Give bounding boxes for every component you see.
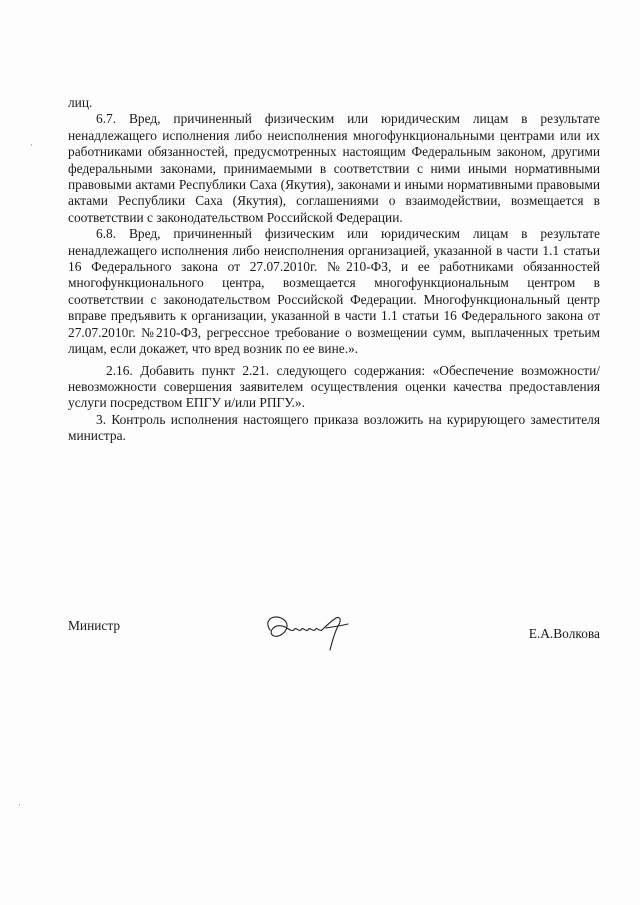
signatory-title: Министр xyxy=(68,618,121,633)
signature-block xyxy=(68,608,600,658)
paragraph-3: 3. Контроль исполнения настоящего приказа возложить на курирующего заместителя министра. xyxy=(68,411,600,444)
document-body xyxy=(68,95,600,445)
paragraph-2-16: 2.16. Добавить пункт 2.21. следующего содержания: «Обеспечение возможности/невозможности совершения заявителем осуществления оценки качества предоставления услуги посредством ЕПГУ и/или РПГУ.». xyxy=(68,362,600,411)
scan-mark: · xyxy=(30,140,33,150)
paragraph-6-7: 6.7. Вред, причиненный физическим или юридическим лицам в результате ненадлежащего исполнения либо неисполнения многофункциональными центрами или их работниками обязанностей, предусмотренных настоящим Федеральным законом, другими федеральными законами, принимаемыми в соответствии с ними иными нормативными правовыми актами Республики Саха (Якутия), законами и иными нормативными правовыми актами Республики Саха (Якутия), соглашениями о взаимодействии, возмещается в соответствии с законодательством Российской Федерации. xyxy=(68,111,600,225)
signatory-name: Е.А.Волкова xyxy=(528,626,600,641)
paragraph-continuation: лиц. xyxy=(68,95,93,110)
scan-mark: · xyxy=(18,800,21,810)
handwritten-signature xyxy=(256,608,356,652)
paragraph-6-8: 6.8. Вред, причиненный физическим или юридическим лицам в результате ненадлежащего исполнения либо неисполнения организацией, указанной в части 1.1 статьи 16 Федерального закона от 27.07.2010г. №210-ФЗ, и ее работниками обязанностей многофункционального центра, возмещается многофункциональным центром в соответствии с законодательством Российской Федерации. Многофункциональный центр вправе предъявить к организации, указанной в части 1.1 статьи 16 Федерального закона от 27.07.2010г. №210-ФЗ, регрессное требование о возмещении сумм, выплаченных третьим лицам, если докажет, что вред возник по ее вине.». xyxy=(68,226,600,357)
